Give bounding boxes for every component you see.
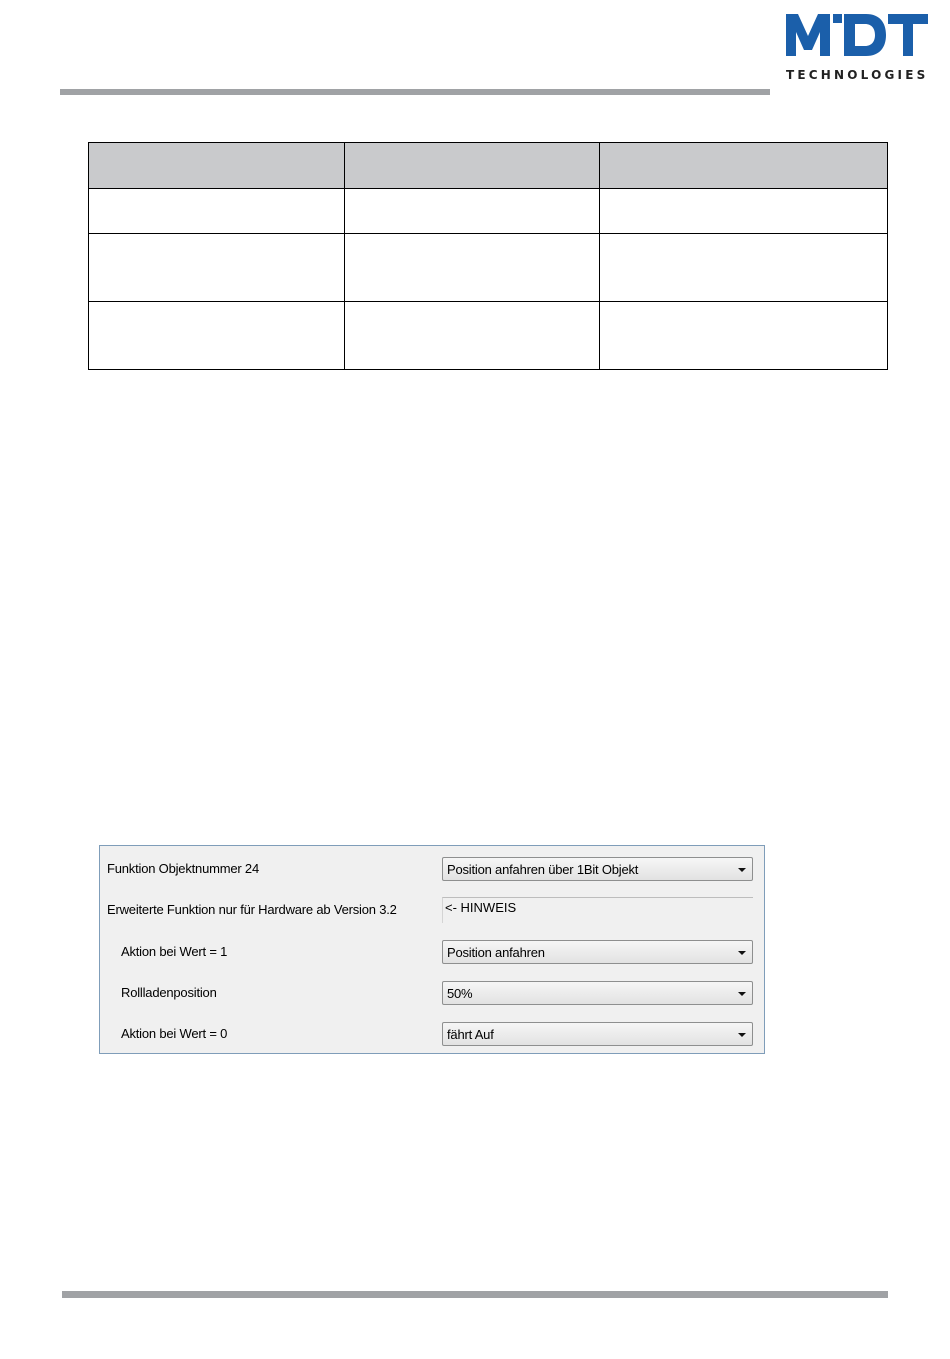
data-table: [88, 142, 888, 370]
rollladenposition-dropdown[interactable]: [442, 981, 753, 1005]
hinweis-field: [442, 897, 753, 923]
footer-rule: [62, 1291, 888, 1298]
table-row: [89, 302, 888, 370]
funktion-dropdown[interactable]: [442, 857, 753, 881]
label-aktion-wert-0: Aktion bei Wert = 0: [121, 1026, 228, 1041]
header-rule: [60, 89, 770, 95]
table-row: [89, 234, 888, 302]
parameter-dialog: [99, 845, 765, 1054]
chevron-down-icon: [736, 988, 748, 1000]
logo-subtitle: TECHNOLOGIES: [786, 68, 929, 82]
rollladenposition-value: 50%: [447, 986, 473, 1001]
aktion-wert-0-value: fährt Auf: [447, 1027, 494, 1042]
label-erweiterte-funktion: Erweiterte Funktion nur für Hardware ab Version 3.2: [107, 902, 397, 917]
table-header-row: [89, 143, 888, 189]
table-row: [89, 189, 888, 234]
chevron-down-icon: [736, 947, 748, 959]
label-funktion-objektnummer: Funktion Objektnummer 24: [107, 861, 259, 876]
chevron-down-icon: [736, 1029, 748, 1041]
label-aktion-wert-1: Aktion bei Wert = 1: [121, 944, 228, 959]
chevron-down-icon: [736, 864, 748, 876]
hinweis-value: <- HINWEIS: [445, 900, 517, 915]
aktion-wert-0-dropdown[interactable]: [442, 1022, 753, 1046]
aktion-wert-1-dropdown[interactable]: [442, 940, 753, 964]
label-rollladenposition: Rollladenposition: [121, 985, 217, 1000]
aktion-wert-1-value: Position anfahren: [447, 945, 545, 960]
funktion-value: Position anfahren über 1Bit Objekt: [447, 862, 639, 877]
